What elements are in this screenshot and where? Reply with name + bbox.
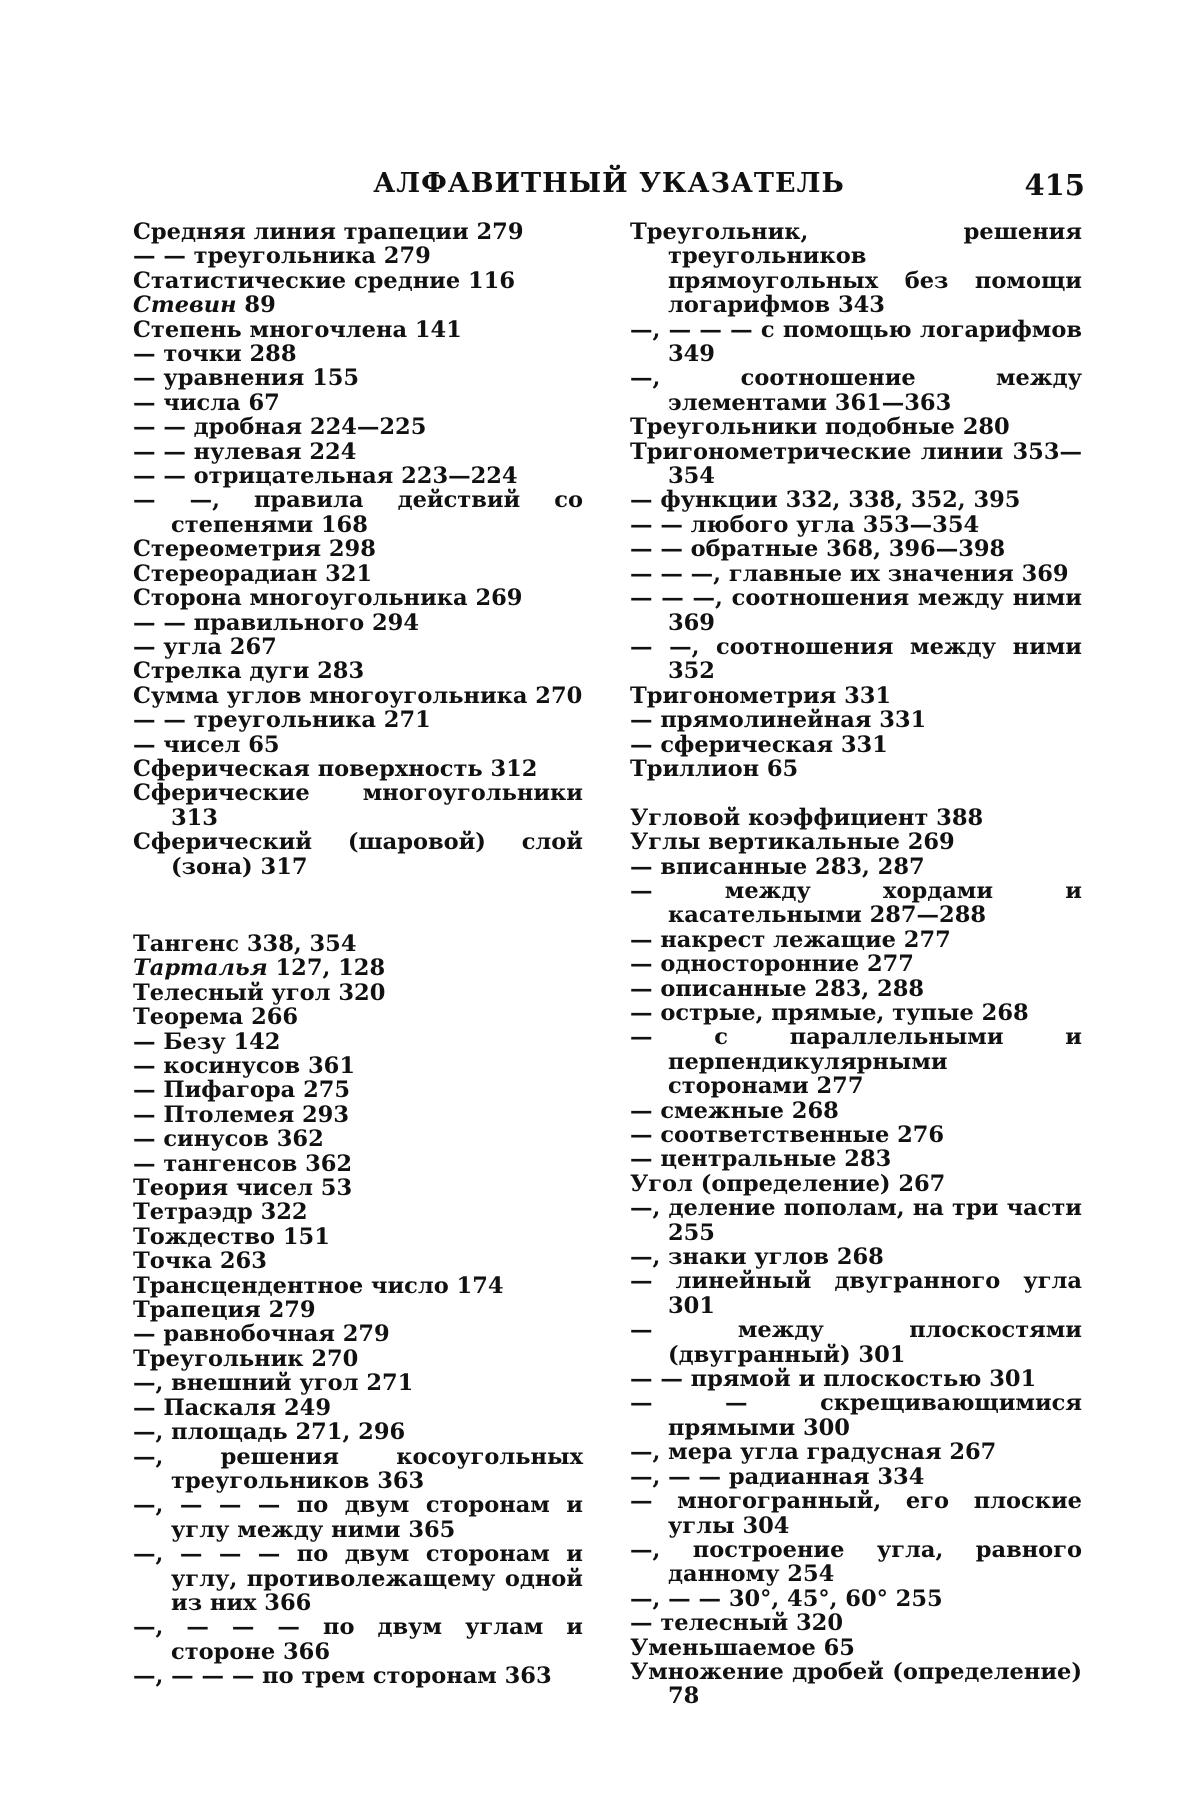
index-entry: Тождество 151: [133, 1223, 330, 1250]
index-entry: Телесный угол 320: [133, 979, 386, 1006]
index-entry: Статистические средние 116: [133, 267, 515, 294]
index-entry: — линейный двугранного угла 301: [630, 1268, 1082, 1319]
index-entry: — сферическая 331: [630, 731, 888, 758]
index-entry: Стрелка дуги 283: [133, 658, 365, 685]
index-entry: Тригонометрические линии 353—354: [630, 438, 1082, 490]
index-group-s: [133, 220, 583, 879]
index-entry: — — любого угла 353—354: [630, 511, 980, 538]
index-entry: — тангенсов 362: [133, 1150, 353, 1177]
index-entry: —, деление пополам, на три части 255: [630, 1195, 1082, 1246]
page-number: 415: [1024, 168, 1085, 202]
index-entry: Уменьшаемое 65: [630, 1634, 855, 1661]
index-entry: Тангенс 338, 354: [133, 930, 357, 957]
index-entry: — с параллельными и перпендикулярными сторонами 277: [630, 1024, 1082, 1100]
index-entry: — телесный 320: [630, 1610, 843, 1637]
index-entry: — односторонние 277: [630, 951, 914, 978]
index-entry: — угла 267: [133, 633, 277, 660]
index-entry: — — обратные 368, 396—398: [630, 536, 1006, 563]
index-entry: Угловой коэффициент 388: [630, 804, 984, 831]
index-group-t-cont: [630, 220, 1082, 781]
index-group-t: [133, 932, 583, 1689]
index-entry: — Паскаля 249: [133, 1394, 331, 1421]
index-entry: — косинусов 361: [133, 1053, 355, 1079]
index-entry: —, внешний угол 271: [133, 1370, 414, 1397]
index-entry: Треугольник, решения треугольников прямоугольных без помощи логарифмов 343: [630, 219, 1082, 319]
index-entry: — — нулевая 224: [133, 438, 357, 465]
index-entry: —, — — — по трем сторонам 363: [133, 1663, 552, 1690]
index-entry: Треугольник 270: [133, 1345, 359, 1372]
index-entry: Теория чисел 53: [133, 1175, 353, 1202]
index-entry-pages: 89: [236, 292, 276, 319]
index-entry: — синусов 362: [133, 1126, 324, 1153]
index-entry: Трансцендентное число 174: [133, 1272, 504, 1299]
index-entry: Углы вертикальные 269: [630, 829, 955, 856]
index-entry: Триллион 65: [630, 755, 799, 782]
index-entry: —, знаки углов 268: [630, 1244, 884, 1271]
index-entry: —, — — радианная 334: [630, 1463, 925, 1490]
index-entry: — острые, прямые, тупые 268: [630, 999, 1029, 1026]
index-entry: — Птолемея 293: [133, 1101, 349, 1128]
index-entry: — —, соотношения между ними 352: [630, 633, 1082, 685]
index-entry: —, — — — по двум углам и стороне 366: [133, 1614, 583, 1665]
index-entry: — центральные 283: [630, 1146, 892, 1173]
index-entry: — —, правила действий со степенями 168: [133, 487, 583, 538]
index-entry-name-italic: Тарталья: [133, 955, 268, 982]
index-entry: Трапеция 279: [133, 1297, 316, 1324]
index-column-left: [133, 220, 583, 1689]
index-entry: Точка 263: [133, 1248, 267, 1275]
index-entry: Стереорадиан 321: [133, 560, 373, 587]
index-group-u: [630, 806, 1082, 1709]
index-entry: — функции 332, 338, 352, 395: [630, 487, 1021, 514]
index-entry: — — отрицательная 223—224: [133, 463, 518, 490]
index-entry: Стереометрия 298: [133, 536, 376, 563]
index-entry: Тригонометрия 331: [630, 682, 892, 709]
index-entry: — — скрещивающимися прямыми 300: [630, 1390, 1082, 1441]
index-entry: Треугольники подобные 280: [630, 414, 1010, 441]
index-entry: — — —, главные их значения 369: [630, 560, 1069, 587]
index-entry: — уравнения 155: [133, 365, 360, 392]
index-entry: Тетраэдр 322: [133, 1199, 308, 1226]
index-entry: — описанные 283, 288: [630, 975, 925, 1002]
index-entry: —, — — — по двум сторонам и углу между ними 365: [133, 1492, 583, 1543]
index-entry: Умножение дробей (определение) 78: [630, 1658, 1082, 1710]
group-spacer: [630, 781, 1082, 805]
page-header: [133, 168, 1085, 208]
index-entry: [133, 956, 583, 980]
index-entry: — прямолинейная 331: [630, 707, 927, 734]
index-entry: Сторона многоугольника 269: [133, 585, 523, 612]
index-entry: — вписанные 283, 287: [630, 853, 925, 880]
index-entry: — — —, соотношения между ними 369: [630, 585, 1082, 636]
index-entry: — — треугольника 279: [133, 243, 431, 270]
index-entry: — между хордами и касательными 287—288: [630, 877, 1082, 929]
index-entry: Теорема 266: [133, 1004, 299, 1031]
index-entry: — Пифагора 275: [133, 1077, 351, 1104]
index-entry: —, — — — с помощью логарифмов 349: [630, 316, 1082, 368]
index-entry: — числа 67: [133, 389, 280, 416]
index-entry: —, — — 30°, 45°, 60° 255: [630, 1585, 943, 1612]
index-entry: Сумма углов многоугольника 270: [133, 682, 583, 709]
index-entry: Сферический (шаровой) слой (зона) 317: [133, 829, 583, 880]
index-column-right: [630, 220, 1082, 1709]
index-entry-name-italic: Стевин: [133, 292, 237, 319]
index-entry: —, построение угла, равного данному 254: [630, 1536, 1082, 1588]
index-entry: — — прямой и плоскостью 301: [630, 1366, 1037, 1393]
index-entry: — многогранный, его плоские углы 304: [630, 1488, 1082, 1539]
index-entry: — смежные 268: [630, 1097, 839, 1124]
index-entry: — Безу 142: [133, 1028, 281, 1055]
index-entry: —, решения косоугольных треугольников 363: [133, 1443, 583, 1494]
index-entry: — между плоскостями (двугранный) 301: [630, 1317, 1082, 1368]
index-entry-pages: 127, 128: [267, 955, 386, 982]
index-entry: —, мера угла градусная 267: [630, 1439, 997, 1466]
running-title: АЛФАВИТНЫЙ УКАЗАТЕЛЬ: [373, 168, 845, 199]
index-entry: Угол (определение) 267: [630, 1170, 946, 1197]
group-spacer: [133, 879, 583, 932]
index-entry: [133, 293, 583, 317]
index-entry: — — правильного 294: [133, 609, 419, 636]
index-entry: —, площадь 271, 296: [133, 1419, 406, 1446]
index-entry: Средняя линия трапеции 279: [133, 219, 524, 245]
index-entry: — накрест лежащие 277: [630, 926, 951, 953]
index-entry: — — дробная 224—225: [133, 414, 427, 441]
index-entry: —, соотношение между элементами 361—363: [630, 365, 1082, 416]
index-entry: — — треугольника 271: [133, 707, 431, 734]
index-entry: Сферические многоугольники 313: [133, 780, 583, 831]
index-entry: — соответственные 276: [630, 1122, 945, 1149]
index-entry: Степень многочлена 141: [133, 316, 462, 343]
index-entry: — чисел 65: [133, 731, 280, 758]
index-entry: —, — — — по двум сторонам и углу, противолежащему одной из них 366: [133, 1541, 583, 1616]
index-entry: — точки 288: [133, 341, 297, 368]
index-entry: Сферическая поверхность 312: [133, 755, 538, 782]
index-entry: — равнобочная 279: [133, 1321, 390, 1348]
